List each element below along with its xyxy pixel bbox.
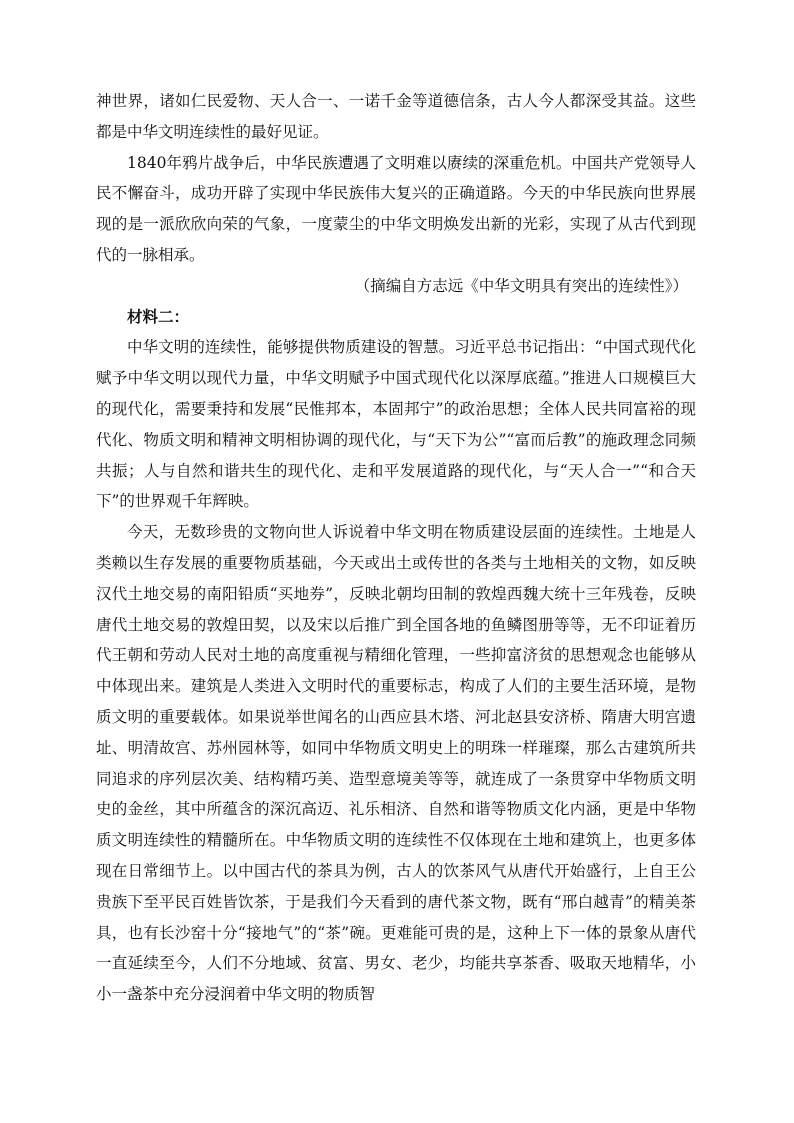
paragraph-opium-war: 1840年鸦片战争后，中华民族遭遇了文明难以赓续的深重危机。中国共产党领导人民不懈奋斗，成功开辟了实现中华民族伟大复兴的正确道路。今天的中华民族向世界展现的是一派欣欣向荣的气象，一度蒙尘的中华文明焕发出新的光彩，实现了从古代到现代的一脉相承。 xyxy=(96,153,696,264)
source-citation: （摘编自方志远《中华文明具有突出的连续性》） xyxy=(354,276,688,295)
document-page xyxy=(96,86,696,1010)
paragraph-material-two-1: 中华文明的连续性，能够提供物质建设的智慧。习近平总书记指出：“中国式现代化赋予中华文明以现代力量，中华文明赋予中国式现代化以深厚底蕴。”推进人口规模巨大的现代化，需要秉持和发展“民惟邦本，本固邦宁”的政治思想；全体人民共同富裕的现代化、物质文明和精神文明相协调的现代化，与“天下为公”“富而后教”的施政理念同频共振；人与自然和谐共生的现代化、走和平发展道路的现代化，与“天人合一”“和合天下”的世界观千年辉映。 xyxy=(96,338,696,511)
paragraph-continued: 神世界，诸如仁民爱物、天人合一、一诺千金等道德信条，古人今人都深受其益。这些都是中华文明连续性的最好见证。 xyxy=(96,92,696,141)
material-two-heading: 材料二： xyxy=(127,306,190,326)
paragraph-material-two-2: 今天，无数珍贵的文物向世人诉说着中华文明在物质建设层面的连续性。土地是人类赖以生存发展的重要物质基础，今天或出土或传世的各类与土地相关的文物，如反映汉代土地交易的南阳铅质“买地券”，反映北朝均田制的敦煌西魏大统十三年残卷，反映唐代土地交易的敦煌田契，以及宋以后推广到全国各地的鱼鳞图册等等，无不印证着历代王朝和劳动人民对土地的高度重视与精细化管理，一些抑富济贫的思想观念也能够从中体现出来。建筑是人类进入文明时代的重要标志，构成了人们的主要生活环境，是物质文明的重要载体。如果说举世闻名的山西应县木塔、河北赵县安济桥、隋唐大明宫遗址、明清故宫、苏州园林等，如同中华物质文明史上的明珠一样璀璨，那么古建筑所共同追求的序列层次美、结构精巧美、造型意境美等等，就连成了一条贯穿中华物质文明史的金丝，其中所蕴含的深沉高迈、礼乐相济、自然和谐等物质文化内涵，更是中华物质文明连续性的精髓所在。中华物质文明的连续性不仅体现在土地和建筑上，也更多体现在日常细节上。以中国古代的茶具为例，古人的饮茶风气从唐代开始盛行，上自王公贵族下至平民百姓皆饮茶，于是我们今天看到的唐代茶文物，既有“邢白越青”的精美茶具，也有长沙窑十分“接地气”的“茶”碗。更难能可贵的是，这种上下一体的景象从唐代一直延续至今，人们不分地域、贫富、男女、老少，均能共享茶香、吸取天地精华，小小一盏茶中充分浸润着中华文明的物质智 xyxy=(96,523,696,1004)
